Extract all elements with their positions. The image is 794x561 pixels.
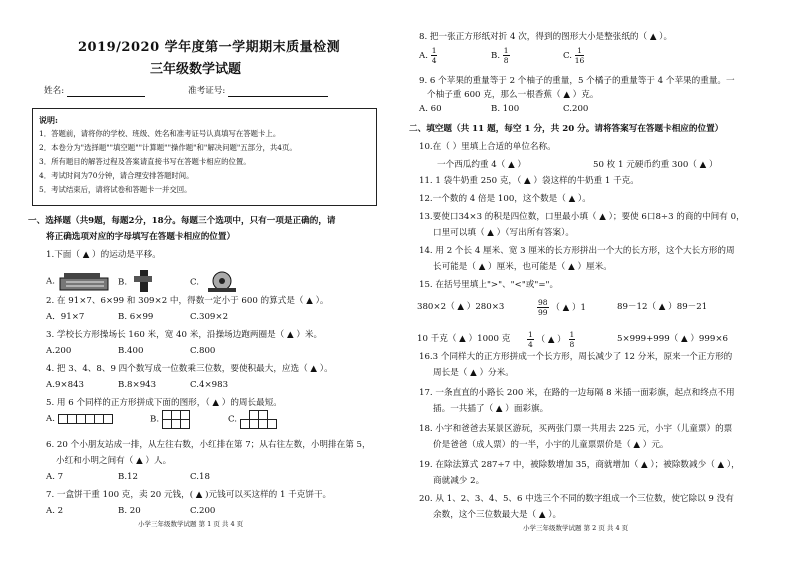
shape-a	[58, 414, 112, 423]
fraction: $\frac{1}{4}$	[528, 330, 533, 349]
question-14: 14. 用 2 个长 4 厘米、宽 3 厘米的长方形拼出一个大的长方形，这个大长方形的周	[419, 246, 735, 256]
id-field	[188, 86, 328, 97]
question-20: 20. 从 1、2、3、4、5、6 中选三个不同的数字组成一个三位数，使它除以 9 没有	[419, 494, 734, 504]
q15-item-3: 89－12（ ▲ ）89－21	[617, 302, 708, 312]
q3-option-b: B.400	[118, 346, 144, 356]
exam-title: 2019/2020 学年度第一学期期末质量检测	[78, 40, 341, 55]
instruction-item: 2．本卷分为"选择题""填空题""计算题""操作题"和"解决问题"五部分，共4页。	[39, 143, 297, 152]
fraction: $\frac{1}{16}$	[574, 46, 585, 65]
shape-b	[162, 410, 189, 428]
q8-option-a: A. $\frac{1}{4}$	[419, 46, 437, 65]
q1-option-a: A.	[46, 270, 114, 292]
q7-option-a: A. 2	[46, 506, 64, 516]
question-6-cont: 小红和小明之间有（ ▲ ）人。	[56, 456, 172, 466]
q9-option-c: C.200	[563, 104, 589, 114]
q15-item-5: $\frac{1}{4}$ （ ▲ ） $\frac{1}{8}$	[528, 330, 575, 349]
question-17-cont: 插。一共插了（ ▲ ）面彩旗。	[433, 404, 549, 414]
question-11: 11. 1 袋牛奶重 250 克，（ ▲ ）袋这样的牛奶重 1 千克。	[419, 176, 639, 186]
q7-option-c: C.200	[190, 506, 216, 516]
question-18-cont: 价是爸爸（成人票）的一半，小宇的儿童票票价是（ ▲ ）元。	[433, 440, 669, 450]
q9-option-a: A. 60	[419, 104, 442, 114]
question-10-b: 50 枚 1 元硬币约重 300（ ▲ ）	[593, 160, 718, 170]
exam-subtitle: 三年级数学试题	[150, 62, 242, 77]
shape-c	[240, 410, 276, 428]
question-20-cont: 余数，这个三位数最大是（ ▲ ）。	[433, 510, 562, 520]
q15-item-4: 10 千克（ ▲ ）1000 克	[417, 334, 511, 344]
q15-item-2: $\frac{98}{99}$ （ ▲ ）1	[538, 298, 587, 317]
q9-option-b: B. 100	[491, 104, 520, 114]
question-8: 8. 把一张正方形纸对折 4 次，得到的图形大小是整张纸的（ ▲ ）。	[419, 32, 673, 42]
q2-option-a: A．91×7	[46, 312, 85, 322]
question-14-cont: 长可能是（ ▲ ）厘米，也可能是（ ▲ ）厘米。	[433, 262, 612, 272]
question-9: 9. 6 个苹果的重量等于 2 个柚子的重量，5 个橘子的重量等于 4 个苹果的重量。一	[419, 76, 735, 86]
question-1: 1.下面（ ▲ ）的运动是平移。	[46, 250, 161, 260]
question-4: 4. 把 3、4、8、9 四个数写成一位数乘三位数，要使积最大，应选（ ▲ ）。	[46, 364, 333, 374]
q6-option-a: A. 7	[46, 472, 64, 482]
q4-option-b: B.8×943	[118, 380, 157, 390]
section-1-heading-cont: 将正确选项对应的字母填写在答题卡相应的位置）	[46, 232, 236, 242]
q5-option-c: C.	[228, 410, 276, 428]
q4-option-a: A.9×843	[46, 380, 85, 390]
q5-option-b: B.	[150, 410, 189, 428]
q6-option-b: B.12	[118, 472, 138, 482]
question-15: 15. 在括号里填上">"、"<"或"="。	[419, 280, 559, 290]
question-6: 6. 20 个小朋友站成一排，从左往右数，小红排在第 7；从右往左数，小明排在第 5，	[46, 440, 371, 450]
q4-option-c: C.4×983	[190, 380, 229, 390]
instruction-item: 3．所有题目的解答过程及答案请直接书写在答题卡相应的位置。	[39, 157, 251, 166]
question-13-cont: 口里可以填（ ▲ ）（写出所有答案）。	[433, 228, 574, 238]
q1-option-b: B.	[118, 270, 156, 294]
q6-option-c: C.18	[190, 472, 210, 482]
question-16: 16.3 个同样大的正方形拼成一个长方形，周长减少了 12 分米，原来一个正方形的	[419, 352, 733, 362]
section-2-heading: 二、填空题（共 11 题，每空 1 分，共 20 分。请将答案写在答题卡相应的位置）	[409, 124, 724, 134]
page-footer: 小学三年级数学试题 第 1 页 共 4 页	[138, 520, 244, 528]
fraction: $\frac{98}{99}$	[538, 298, 548, 317]
fraction: $\frac{1}{4}$	[431, 46, 437, 65]
name-blank	[67, 87, 145, 97]
instruction-item: 1．答题前，请将你的学校、班级、姓名和准考证号认真填写在答题卡上。	[39, 129, 281, 138]
id-blank	[228, 87, 328, 97]
question-19: 19. 在除法算式 287÷7 中，被除数增加 35，商就增加（ ▲ ）；被除数减少（ ▲ ），	[419, 460, 740, 470]
question-5: 5. 用 6 个同样的正方形拼成下面的图形，（ ▲ ）的周长最短。	[46, 398, 282, 408]
question-7: 7. 一盒饼干重 100 克，卖 20 元钱，( ▲ )元钱可以买这样的 1 千克饼干。	[46, 490, 332, 500]
instructions-box	[32, 108, 377, 206]
question-19-cont: 商就减少 2。	[433, 476, 485, 486]
fraction: $\frac{1}{8}$	[569, 330, 575, 349]
name-field	[44, 86, 145, 97]
question-16-cont: 周长是（ ▲ ）分米。	[433, 368, 514, 378]
question-10: 10.在（ ）里填上合适的单位名称。	[419, 142, 556, 152]
q3-option-c: C.800	[190, 346, 216, 356]
question-2: 2. 在 91×7、6×99 和 309×2 中，得数一定小于 600 的算式是（ ▲ ）。	[46, 296, 329, 306]
question-10-a: 一个西瓜约重 4（ ▲ ）	[437, 160, 527, 170]
q8-option-b: B. $\frac{1}{8}$	[491, 46, 509, 65]
q15-item-6: 5×999+999（ ▲ ）999×6	[617, 334, 729, 344]
q2-option-c: C.309×2	[190, 312, 229, 322]
id-label: 准考证号:	[188, 86, 226, 96]
q15-item-1: 380×2（ ▲ ）280×3	[417, 302, 505, 312]
instruction-item: 4．考试时间为70分钟，请合理安排答题时间。	[39, 171, 194, 180]
instruction-item: 5．考试结束后，请将试卷和答题卡一并交回。	[39, 185, 192, 194]
question-17: 17. 一条直直的小路长 200 米，在路的一边每隔 8 米插一面彩旗，起点和终点不用	[419, 388, 735, 398]
fraction: $\frac{1}{8}$	[503, 46, 509, 65]
q2-option-b: B. 6×99	[118, 312, 154, 322]
q8-option-c: C. $\frac{1}{16}$	[563, 46, 585, 65]
question-3: 3. 学校长方形操场长 160 米，宽 40 米，沿操场边跑两圈是（ ▲ ）米。	[46, 330, 323, 340]
q3-option-a: A.200	[46, 346, 72, 356]
keyboard-icon	[58, 270, 114, 292]
page-footer: 小学三年级数学试题 第 2 页 共 4 页	[523, 524, 629, 532]
exam-page-2	[397, 0, 794, 561]
section-1-heading: 一、选择题（共9题，每题2分，18分。每题三个选项中，只有一项是正确的，请	[28, 216, 336, 226]
instructions-heading: 说明:	[39, 115, 58, 125]
question-9-cont: 个柚子重 600 克，那么一根香蕉（ ▲ ）克。	[427, 90, 599, 100]
name-label: 姓名:	[44, 86, 65, 96]
q1-option-c: C.	[190, 270, 242, 294]
fan-icon	[202, 270, 242, 294]
question-12: 12.一个数的 4 倍是 100，这个数是（ ▲ ）。	[419, 194, 591, 204]
question-13: 13.要使口34×3 的积是四位数，口里最小填（ ▲ ）；要使 6口8÷3 的商的中间有 0，	[419, 212, 745, 222]
question-18: 18. 小宇和爸爸去某景区游玩，买两张门票一共用去 225 元，小宇（儿童票）的票	[419, 424, 733, 434]
q5-option-a: A.	[46, 414, 112, 425]
q7-option-b: B. 20	[118, 506, 141, 516]
pinwheel-icon	[130, 270, 156, 294]
